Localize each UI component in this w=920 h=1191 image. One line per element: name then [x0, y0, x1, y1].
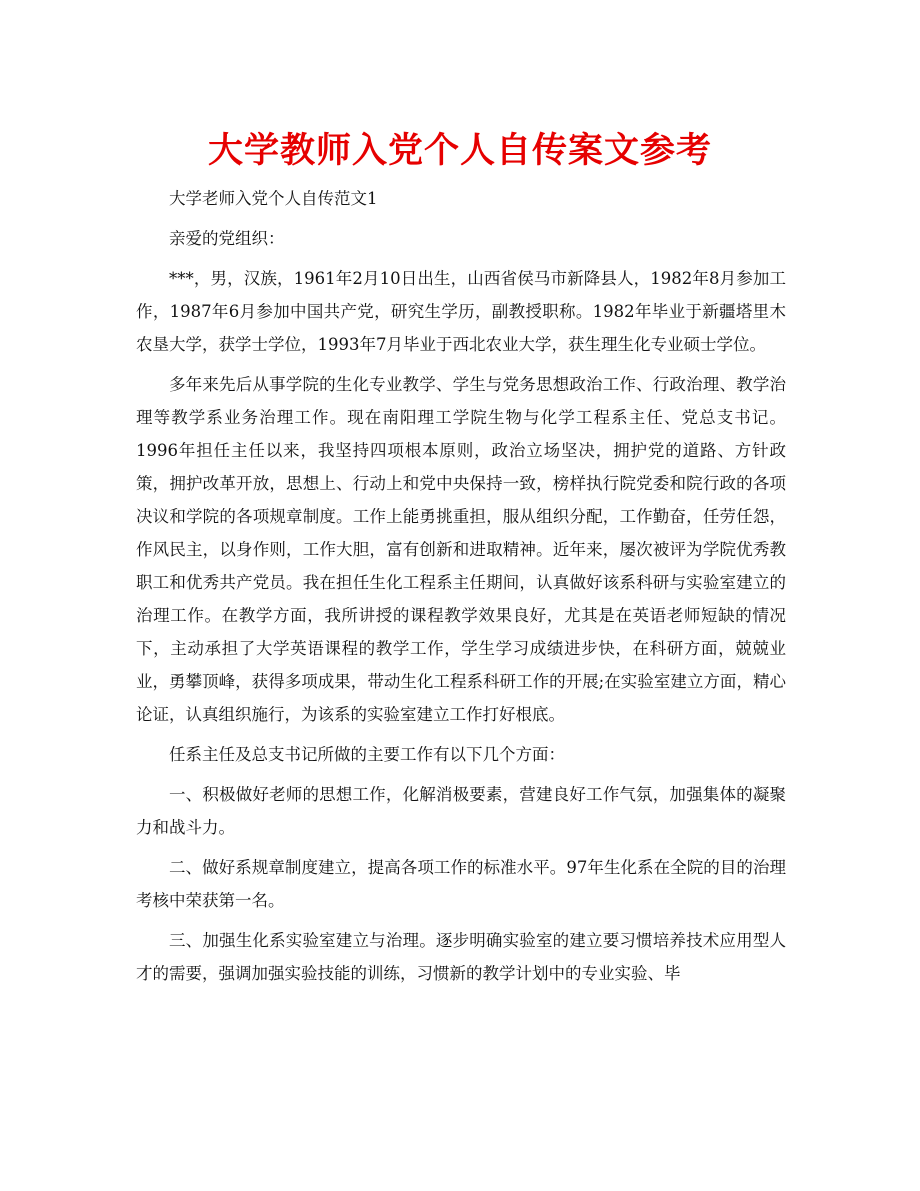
paragraph-point-three: 三、加强生化系实验室建立与治理。逐步明确实验室的建立要习惯培养技术应用型人才的需要，强调加强实验技能的训练，习惯新的教学计划中的专业实验、毕 — [136, 931, 786, 983]
paragraph-point-two: 二、做好系规章制度建立，提高各项工作的标准水平。97年生化系在全院的目的治理考核中荣获第一名。 — [136, 858, 786, 910]
paragraph-subtitle: 大学老师入党个人自传范文1 — [169, 189, 378, 208]
paragraph-salutation: 亲爱的党组织： — [169, 229, 285, 248]
paragraph-work-history: 多年来先后从事学院的生化专业教学、学生与党务思想政治工作、行政治理、教学治理等教学系业务治理工作。现在南阳理工学院生物与化学工程系主任、党总支书记。1996年担任主任以来，我坚持四项根本原则，政治立场坚决，拥护党的道路、方针政策，拥护改革开放，思想上、行动上和党中央保持一致，榜样执行院党委和院行政的各项决议和学院的各项规章制度。工作上能勇挑重担，服从组织分配，工作勤奋，任劳任怨，作风民主，以身作则，工作大胆，富有创新和进取精神。近年来，屡次被评为学院优秀教职工和优秀共产党员。我在担任生化工程系主任期间，认真做好该系科研与实验室建立的治理工作。在教学方面，我所讲授的课程教学效果良好，尤其是在英语老师短缺的情况下，主动承担了大学英语课程的教学工作，学生学习成绩进步快，在科研方面，兢兢业业，勇攀顶峰，获得多项成果，带动生化工程系科研工作的开展;在实验室建立方面，精心论证，认真组织施行，为该系的实验室建立工作打好根底。 — [136, 375, 786, 724]
paragraph-point-one: 一、积极做好老师的思想工作，化解消极要素，营建良好工作气氛，加强集体的凝聚力和战斗力。 — [136, 785, 786, 837]
document-body — [136, 182, 786, 997]
paragraph-personal-info: ***，男，汉族，1961年2月10日出生，山西省侯马市新降县人，1982年8月参加工作，1987年6月参加中国共产党，研究生学历，副教授职称。1982年毕业于新疆塔里木农垦大学，获学士学位，1993年7月毕业于西北农业大学，获生理生化专业硕士学位。 — [136, 269, 786, 354]
paragraph-work-intro: 任系主任及总支书记所做的主要工作有以下几个方面： — [169, 745, 565, 764]
document-title: 大学教师入党个人自传案文参考 — [207, 131, 712, 171]
